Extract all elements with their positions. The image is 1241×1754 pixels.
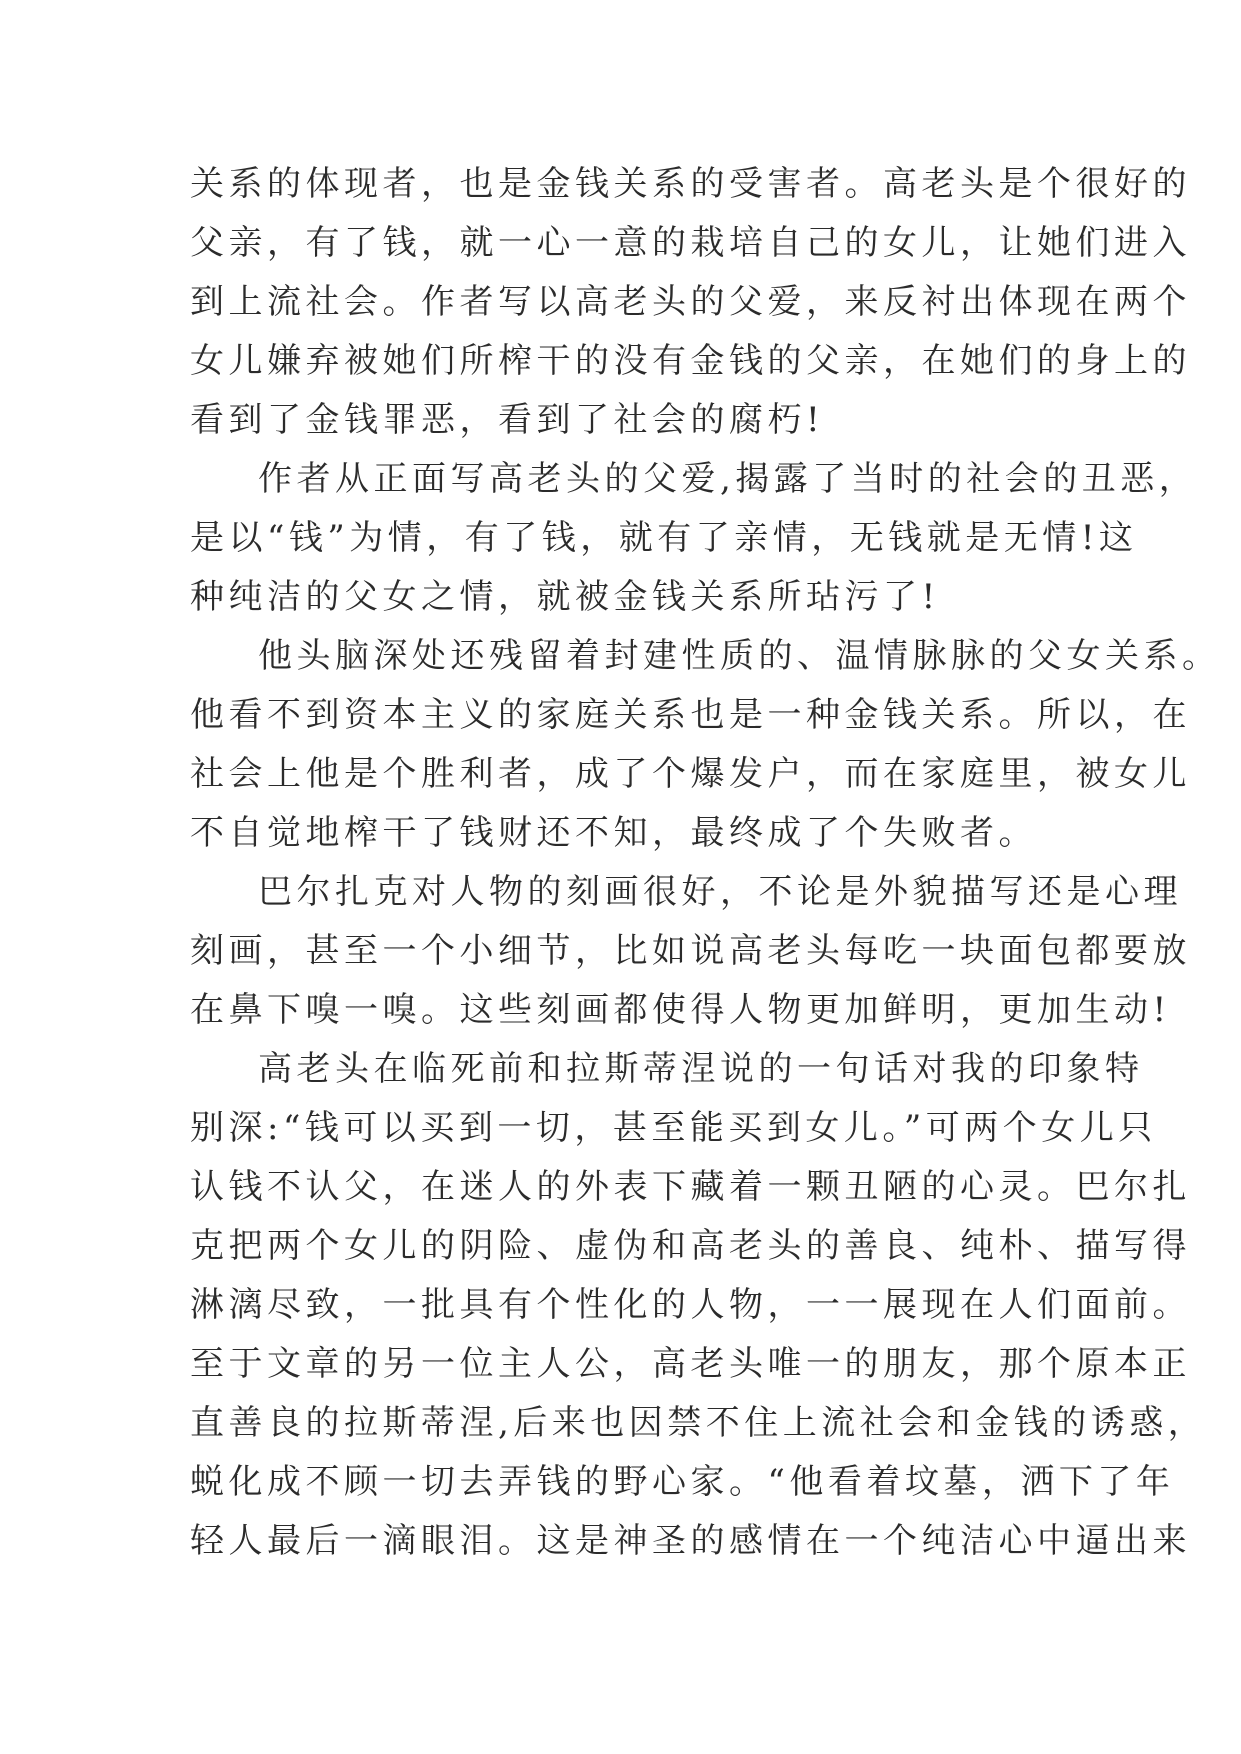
paragraph-start-line: 作者从正面写高老头的父爱,揭露了当时的社会的丑恶， bbox=[258, 459, 1198, 499]
text-line: 父亲，有了钱，就一心一意的栽培自己的女儿，让她们进入 bbox=[190, 223, 1191, 263]
paragraph-start-line: 高老头在临死前和拉斯蒂涅说的一句话对我的印象特 bbox=[258, 1049, 1144, 1089]
text-line: 他看不到资本主义的家庭关系也是一种金钱关系。所以，在 bbox=[190, 695, 1191, 735]
text-line: 轻人最后一滴眼泪。这是神圣的感情在一个纯洁心中逼出来 bbox=[190, 1521, 1191, 1561]
text-line: 关系的体现者，也是金钱关系的受害者。高老头是个很好的 bbox=[190, 164, 1191, 204]
text-line: 蜕化成不顾一切去弄钱的野心家。“他看着坟墓，洒下了年 bbox=[190, 1462, 1175, 1502]
text-line: 看到了金钱罪恶，看到了社会的腐朽! bbox=[190, 400, 825, 440]
text-line: 女儿嫌弃被她们所榨干的没有金钱的父亲，在她们的身上的 bbox=[190, 341, 1191, 381]
text-line: 是以“钱”为情，有了钱，就有了亲情，无钱就是无情!这 bbox=[190, 518, 1138, 558]
text-line: 不自觉地榨干了钱财还不知，最终成了个失败者。 bbox=[190, 813, 1037, 853]
text-line: 别深:“钱可以买到一切，甚至能买到女儿。”可两个女儿只 bbox=[190, 1108, 1157, 1148]
text-line: 直善良的拉斯蒂涅,后来也因禁不住上流社会和金钱的诱惑， bbox=[190, 1403, 1207, 1443]
text-line: 在鼻下嗅一嗅。这些刻画都使得人物更加鲜明，更加生动! bbox=[190, 990, 1171, 1030]
text-line: 刻画，甚至一个小细节，比如说高老头每吃一块面包都要放 bbox=[190, 931, 1191, 971]
text-line: 认钱不认父，在迷人的外表下藏着一颗丑陋的心灵。巴尔扎 bbox=[190, 1167, 1191, 1207]
text-line: 至于文章的另一位主人公，高老头唯一的朋友，那个原本正 bbox=[190, 1344, 1191, 1384]
text-line: 淋漓尽致，一批具有个性化的人物，一一展现在人们面前。 bbox=[190, 1285, 1191, 1325]
paragraph-start-line: 他头脑深处还残留着封建性质的、温情脉脉的父女关系。 bbox=[258, 636, 1221, 676]
text-line: 克把两个女儿的阴险、虚伪和高老头的善良、纯朴、描写得 bbox=[190, 1226, 1191, 1266]
body-text bbox=[190, 155, 1221, 1571]
text-line: 社会上他是个胜利者，成了个爆发户，而在家庭里，被女儿 bbox=[190, 754, 1191, 794]
paragraph-start-line: 巴尔扎克对人物的刻画很好，不论是外貌描写还是心理 bbox=[258, 872, 1182, 912]
text-line: 种纯洁的父女之情，就被金钱关系所玷污了! bbox=[190, 577, 940, 617]
text-line: 到上流社会。作者写以高老头的父爱，来反衬出体现在两个 bbox=[190, 282, 1191, 322]
